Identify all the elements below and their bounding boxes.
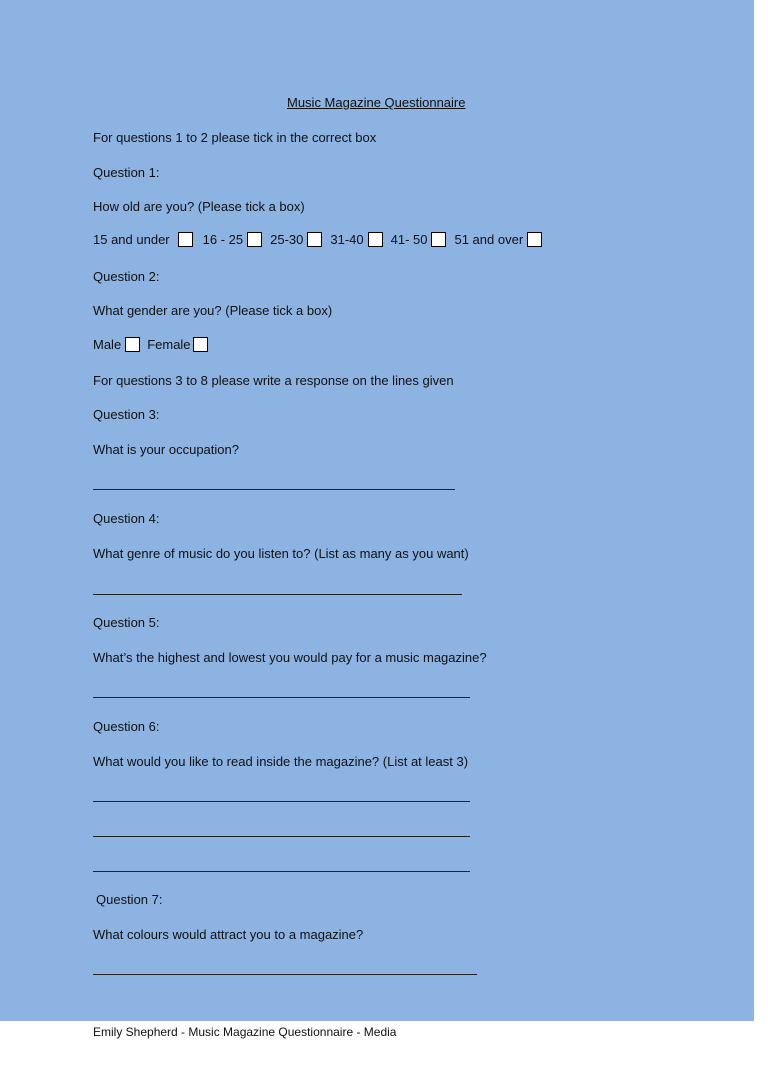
question-6-label: Question 6: <box>93 719 160 734</box>
age-checkbox-16-25[interactable] <box>247 232 262 247</box>
age-option-label: 16 - 25 <box>202 232 244 247</box>
gender-checkbox-female[interactable] <box>193 337 208 352</box>
question-1-label: Question 1: <box>93 165 160 180</box>
age-option-label: 51 and over <box>454 232 524 247</box>
gender-checkbox-male[interactable] <box>125 337 140 352</box>
question-4-label: Question 4: <box>93 511 160 526</box>
age-options <box>93 232 542 247</box>
question-2-text: What gender are you? (Please tick a box) <box>93 303 333 318</box>
answer-line-q4[interactable] <box>93 594 462 595</box>
answer-line-q6-2[interactable] <box>93 836 470 837</box>
question-3-text: What is your occupation? <box>93 442 239 457</box>
question-1-text: How old are you? (Please tick a box) <box>93 199 305 214</box>
age-option-label: 15 and under <box>93 232 170 247</box>
page-title: Music Magazine Questionnaire <box>287 95 466 110</box>
answer-line-q6-1[interactable] <box>93 801 470 802</box>
gender-option-label: Male <box>93 337 122 352</box>
age-option-label: 31-40 <box>330 232 364 247</box>
age-option-label: 41- 50 <box>390 232 428 247</box>
tick-instructions: For questions 1 to 2 please tick in the correct box <box>93 130 377 145</box>
age-checkbox-15-under[interactable] <box>178 232 193 247</box>
question-6-text: What would you like to read inside the magazine? (List at least 3) <box>93 754 469 769</box>
question-2-label: Question 2: <box>93 269 160 284</box>
age-checkbox-25-30[interactable] <box>307 232 322 247</box>
gender-options <box>93 337 208 352</box>
answer-line-q3[interactable] <box>93 489 455 490</box>
age-checkbox-41-50[interactable] <box>431 232 446 247</box>
answer-line-q6-3[interactable] <box>93 871 470 872</box>
question-7-label: Question 7: <box>96 892 163 907</box>
answer-line-q5[interactable] <box>93 697 470 698</box>
age-checkbox-51-over[interactable] <box>527 232 542 247</box>
page-footer: Emily Shepherd - Music Magazine Questionnaire - Media <box>93 1025 397 1039</box>
question-7-text: What colours would attract you to a magazine? <box>93 927 364 942</box>
question-4-text: What genre of music do you listen to? (List as many as you want) <box>93 546 469 561</box>
age-checkbox-31-40[interactable] <box>368 232 383 247</box>
question-5-text: What’s the highest and lowest you would pay for a music magazine? <box>93 650 487 665</box>
age-option-label: 25-30 <box>270 232 304 247</box>
answer-line-q7[interactable] <box>93 974 477 975</box>
write-instructions: For questions 3 to 8 please write a response on the lines given <box>93 373 454 388</box>
question-5-label: Question 5: <box>93 615 160 630</box>
question-3-label: Question 3: <box>93 407 160 422</box>
gender-option-label: Female <box>147 337 191 352</box>
